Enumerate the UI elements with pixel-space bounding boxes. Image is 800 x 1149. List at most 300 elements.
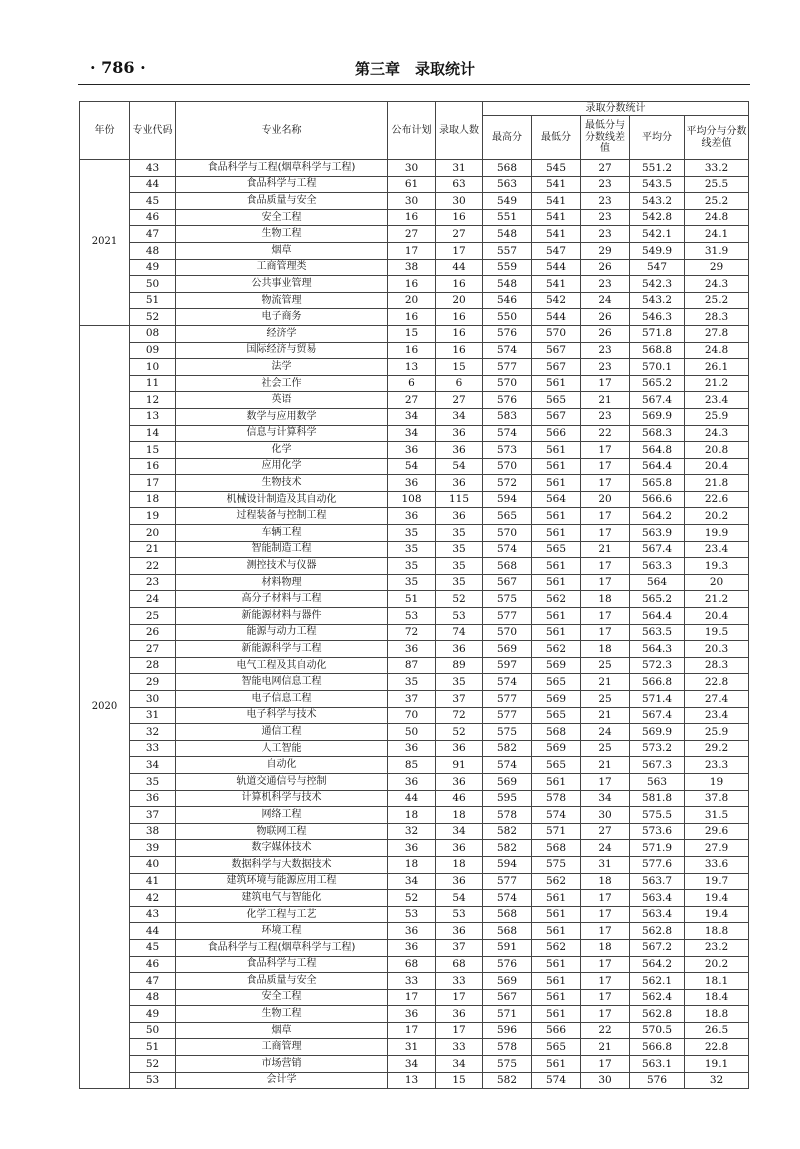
major-name-cell: 建筑环境与能源应用工程 <box>176 873 388 890</box>
max-score-cell: 577 <box>483 691 532 708</box>
table-row <box>80 939 749 956</box>
admitted-cell: 6 <box>436 375 483 392</box>
admitted-cell: 20 <box>436 292 483 309</box>
major-name-cell: 计算机科学与技术 <box>176 790 388 807</box>
code-cell: 45 <box>130 193 176 210</box>
min-score-cell: 541 <box>532 176 581 193</box>
max-score-cell: 597 <box>483 657 532 674</box>
avg-score-cell: 567.2 <box>630 939 685 956</box>
plan-cell: 20 <box>388 292 436 309</box>
plan-cell: 108 <box>388 491 436 508</box>
avg-score-cell: 567.4 <box>630 707 685 724</box>
min-score-cell: 567 <box>532 359 581 376</box>
avg-score-cell: 563.7 <box>630 873 685 890</box>
max-score-cell: 576 <box>483 325 532 342</box>
avg-score-cell: 563.9 <box>630 525 685 542</box>
code-cell: 27 <box>130 641 176 658</box>
min-score-cell: 561 <box>532 973 581 990</box>
min-diff-cell: 17 <box>581 442 630 459</box>
page-header <box>80 58 750 82</box>
min-diff-cell: 17 <box>581 574 630 591</box>
table-row <box>80 508 749 525</box>
min-score-cell: 547 <box>532 242 581 259</box>
min-score-cell: 565 <box>532 707 581 724</box>
plan-cell: 37 <box>388 691 436 708</box>
admitted-cell: 27 <box>436 392 483 409</box>
avg-diff-cell: 22.8 <box>685 1039 749 1056</box>
major-name-cell: 食品科学与工程(烟草科学与工程) <box>176 939 388 956</box>
code-cell: 10 <box>130 359 176 376</box>
min-score-cell: 561 <box>532 906 581 923</box>
avg-diff-cell: 18.4 <box>685 989 749 1006</box>
major-name-cell: 高分子材料与工程 <box>176 591 388 608</box>
plan-cell: 87 <box>388 657 436 674</box>
avg-diff-cell: 19.9 <box>685 525 749 542</box>
min-score-cell: 544 <box>532 309 581 326</box>
admitted-cell: 68 <box>436 956 483 973</box>
admitted-cell: 37 <box>436 939 483 956</box>
plan-cell: 52 <box>388 890 436 907</box>
avg-score-cell: 568.8 <box>630 342 685 359</box>
table-row <box>80 989 749 1006</box>
major-name-cell: 过程装备与控制工程 <box>176 508 388 525</box>
min-score-cell: 561 <box>532 1056 581 1073</box>
code-cell: 39 <box>130 840 176 857</box>
plan-cell: 36 <box>388 475 436 492</box>
header-rule <box>78 84 750 85</box>
table-row <box>80 425 749 442</box>
admitted-cell: 16 <box>436 276 483 293</box>
admitted-cell: 35 <box>436 558 483 575</box>
avg-diff-cell: 29.2 <box>685 740 749 757</box>
avg-score-cell: 563.3 <box>630 558 685 575</box>
code-cell: 43 <box>130 160 176 177</box>
table-row <box>80 641 749 658</box>
avg-diff-cell: 27.9 <box>685 840 749 857</box>
major-name-cell: 工商管理 <box>176 1039 388 1056</box>
major-name-cell: 食品科学与工程 <box>176 956 388 973</box>
avg-score-cell: 567.3 <box>630 757 685 774</box>
code-cell: 09 <box>130 342 176 359</box>
min-diff-cell: 25 <box>581 657 630 674</box>
min-diff-cell: 21 <box>581 674 630 691</box>
code-cell: 49 <box>130 259 176 276</box>
table-row <box>80 342 749 359</box>
min-diff-cell: 17 <box>581 558 630 575</box>
table-row <box>80 276 749 293</box>
avg-diff-cell: 18.8 <box>685 1006 749 1023</box>
min-diff-cell: 17 <box>581 989 630 1006</box>
max-score-cell: 570 <box>483 375 532 392</box>
code-cell: 13 <box>130 408 176 425</box>
plan-cell: 36 <box>388 641 436 658</box>
code-cell: 42 <box>130 890 176 907</box>
code-cell: 21 <box>130 541 176 558</box>
code-cell: 25 <box>130 608 176 625</box>
max-score-cell: 595 <box>483 790 532 807</box>
major-name-cell: 生物工程 <box>176 226 388 243</box>
avg-diff-cell: 25.2 <box>685 292 749 309</box>
table-row <box>80 840 749 857</box>
admitted-cell: 18 <box>436 807 483 824</box>
min-diff-cell: 30 <box>581 807 630 824</box>
min-score-cell: 567 <box>532 408 581 425</box>
code-cell: 48 <box>130 242 176 259</box>
table-row <box>80 458 749 475</box>
max-score-cell: 546 <box>483 292 532 309</box>
avg-diff-cell: 28.3 <box>685 657 749 674</box>
code-cell: 51 <box>130 292 176 309</box>
major-name-cell: 数学与应用数学 <box>176 408 388 425</box>
min-diff-cell: 20 <box>581 491 630 508</box>
code-cell: 34 <box>130 757 176 774</box>
major-name-cell: 食品科学与工程 <box>176 176 388 193</box>
plan-cell: 17 <box>388 989 436 1006</box>
min-diff-cell: 17 <box>581 1056 630 1073</box>
code-cell: 46 <box>130 956 176 973</box>
avg-score-cell: 562.1 <box>630 973 685 990</box>
avg-score-cell: 573.6 <box>630 823 685 840</box>
max-score-cell: 567 <box>483 574 532 591</box>
min-diff-cell: 23 <box>581 193 630 210</box>
max-score-cell: 582 <box>483 740 532 757</box>
max-score-cell: 572 <box>483 475 532 492</box>
major-name-cell: 生物技术 <box>176 475 388 492</box>
major-name-cell: 公共事业管理 <box>176 276 388 293</box>
max-score-cell: 578 <box>483 807 532 824</box>
min-diff-cell: 24 <box>581 840 630 857</box>
min-score-cell: 569 <box>532 691 581 708</box>
min-score-cell: 561 <box>532 890 581 907</box>
min-score-cell: 561 <box>532 375 581 392</box>
avg-diff-cell: 33.2 <box>685 160 749 177</box>
max-score-cell: 574 <box>483 541 532 558</box>
table-row <box>80 1006 749 1023</box>
avg-score-cell: 576 <box>630 1072 685 1089</box>
max-score-cell: 548 <box>483 226 532 243</box>
avg-score-cell: 564.2 <box>630 508 685 525</box>
min-diff-cell: 17 <box>581 973 630 990</box>
avg-diff-cell: 20.2 <box>685 956 749 973</box>
avg-score-cell: 565.2 <box>630 591 685 608</box>
plan-cell: 70 <box>388 707 436 724</box>
max-score-cell: 563 <box>483 176 532 193</box>
max-score-cell: 575 <box>483 1056 532 1073</box>
major-name-cell: 工商管理类 <box>176 259 388 276</box>
min-score-cell: 562 <box>532 641 581 658</box>
min-score-cell: 541 <box>532 276 581 293</box>
avg-diff-cell: 20 <box>685 574 749 591</box>
table-row <box>80 906 749 923</box>
code-cell: 52 <box>130 1056 176 1073</box>
admitted-cell: 37 <box>436 691 483 708</box>
min-score-cell: 571 <box>532 823 581 840</box>
table-row <box>80 608 749 625</box>
header-min-diff: 最低分与分数线差值 <box>581 116 630 160</box>
major-name-cell: 化学 <box>176 442 388 459</box>
major-name-cell: 物流管理 <box>176 292 388 309</box>
min-diff-cell: 21 <box>581 1039 630 1056</box>
admitted-cell: 34 <box>436 1056 483 1073</box>
plan-cell: 35 <box>388 574 436 591</box>
table-row <box>80 292 749 309</box>
admitted-cell: 36 <box>436 641 483 658</box>
min-diff-cell: 24 <box>581 292 630 309</box>
plan-cell: 36 <box>388 1006 436 1023</box>
code-cell: 22 <box>130 558 176 575</box>
min-score-cell: 561 <box>532 956 581 973</box>
code-cell: 52 <box>130 309 176 326</box>
avg-diff-cell: 20.2 <box>685 508 749 525</box>
major-name-cell: 法学 <box>176 359 388 376</box>
avg-score-cell: 564.3 <box>630 641 685 658</box>
avg-diff-cell: 22.8 <box>685 674 749 691</box>
code-cell: 50 <box>130 276 176 293</box>
max-score-cell: 574 <box>483 757 532 774</box>
avg-diff-cell: 31.9 <box>685 242 749 259</box>
min-diff-cell: 17 <box>581 375 630 392</box>
avg-diff-cell: 27.4 <box>685 691 749 708</box>
plan-cell: 31 <box>388 1039 436 1056</box>
major-name-cell: 数据科学与大数据技术 <box>176 856 388 873</box>
min-score-cell: 542 <box>532 292 581 309</box>
plan-cell: 35 <box>388 674 436 691</box>
avg-diff-cell: 25.9 <box>685 724 749 741</box>
major-name-cell: 智能电网信息工程 <box>176 674 388 691</box>
plan-cell: 54 <box>388 458 436 475</box>
admitted-cell: 36 <box>436 425 483 442</box>
min-score-cell: 566 <box>532 425 581 442</box>
avg-diff-cell: 24.1 <box>685 226 749 243</box>
min-diff-cell: 23 <box>581 209 630 226</box>
min-score-cell: 544 <box>532 259 581 276</box>
avg-score-cell: 542.8 <box>630 209 685 226</box>
min-score-cell: 565 <box>532 392 581 409</box>
max-score-cell: 582 <box>483 823 532 840</box>
avg-diff-cell: 22.6 <box>685 491 749 508</box>
min-diff-cell: 26 <box>581 309 630 326</box>
admitted-cell: 36 <box>436 873 483 890</box>
table-row <box>80 176 749 193</box>
major-name-cell: 应用化学 <box>176 458 388 475</box>
min-diff-cell: 22 <box>581 1022 630 1039</box>
avg-diff-cell: 20.8 <box>685 442 749 459</box>
table-row <box>80 359 749 376</box>
max-score-cell: 569 <box>483 773 532 790</box>
table-row <box>80 309 749 326</box>
max-score-cell: 557 <box>483 242 532 259</box>
max-score-cell: 591 <box>483 939 532 956</box>
min-score-cell: 562 <box>532 591 581 608</box>
admitted-cell: 36 <box>436 475 483 492</box>
avg-score-cell: 542.3 <box>630 276 685 293</box>
min-diff-cell: 17 <box>581 923 630 940</box>
min-diff-cell: 18 <box>581 939 630 956</box>
max-score-cell: 571 <box>483 1006 532 1023</box>
max-score-cell: 568 <box>483 160 532 177</box>
avg-diff-cell: 27.8 <box>685 325 749 342</box>
avg-score-cell: 572.3 <box>630 657 685 674</box>
admitted-cell: 33 <box>436 1039 483 1056</box>
header-avg: 平均分 <box>630 116 685 160</box>
min-diff-cell: 17 <box>581 475 630 492</box>
admitted-cell: 17 <box>436 989 483 1006</box>
avg-score-cell: 571.9 <box>630 840 685 857</box>
avg-diff-cell: 26.1 <box>685 359 749 376</box>
max-score-cell: 567 <box>483 989 532 1006</box>
major-name-cell: 电气工程及其自动化 <box>176 657 388 674</box>
table-row <box>80 226 749 243</box>
table-row <box>80 890 749 907</box>
admitted-cell: 54 <box>436 890 483 907</box>
code-cell: 24 <box>130 591 176 608</box>
min-score-cell: 561 <box>532 475 581 492</box>
avg-diff-cell: 24.3 <box>685 425 749 442</box>
min-diff-cell: 17 <box>581 458 630 475</box>
admitted-cell: 35 <box>436 525 483 542</box>
code-cell: 48 <box>130 989 176 1006</box>
avg-diff-cell: 25.2 <box>685 193 749 210</box>
avg-diff-cell: 23.4 <box>685 541 749 558</box>
plan-cell: 35 <box>388 558 436 575</box>
table-row <box>80 558 749 575</box>
code-cell: 49 <box>130 1006 176 1023</box>
table-row <box>80 1022 749 1039</box>
min-diff-cell: 17 <box>581 890 630 907</box>
code-cell: 20 <box>130 525 176 542</box>
min-diff-cell: 27 <box>581 823 630 840</box>
avg-diff-cell: 18.8 <box>685 923 749 940</box>
admitted-cell: 16 <box>436 309 483 326</box>
avg-score-cell: 575.5 <box>630 807 685 824</box>
avg-diff-cell: 19 <box>685 773 749 790</box>
min-score-cell: 541 <box>532 209 581 226</box>
code-cell: 08 <box>130 325 176 342</box>
plan-cell: 17 <box>388 242 436 259</box>
min-score-cell: 562 <box>532 939 581 956</box>
avg-score-cell: 563.1 <box>630 1056 685 1073</box>
min-score-cell: 570 <box>532 325 581 342</box>
avg-diff-cell: 19.4 <box>685 890 749 907</box>
max-score-cell: 573 <box>483 442 532 459</box>
admitted-cell: 16 <box>436 325 483 342</box>
major-name-cell: 电子信息工程 <box>176 691 388 708</box>
avg-score-cell: 565.8 <box>630 475 685 492</box>
admitted-cell: 33 <box>436 973 483 990</box>
major-name-cell: 物联网工程 <box>176 823 388 840</box>
avg-score-cell: 543.5 <box>630 176 685 193</box>
max-score-cell: 570 <box>483 624 532 641</box>
major-name-cell: 机械设计制造及其自动化 <box>176 491 388 508</box>
min-score-cell: 561 <box>532 442 581 459</box>
plan-cell: 17 <box>388 1022 436 1039</box>
min-score-cell: 562 <box>532 873 581 890</box>
major-name-cell: 烟草 <box>176 1022 388 1039</box>
table-row <box>80 624 749 641</box>
max-score-cell: 550 <box>483 309 532 326</box>
min-diff-cell: 17 <box>581 906 630 923</box>
header-avg-diff: 平均分与分数线差值 <box>685 116 749 160</box>
year-cell: 2021 <box>80 160 130 326</box>
max-score-cell: 596 <box>483 1022 532 1039</box>
major-name-cell: 食品质量与安全 <box>176 973 388 990</box>
avg-diff-cell: 28.3 <box>685 309 749 326</box>
table-row <box>80 657 749 674</box>
min-diff-cell: 17 <box>581 624 630 641</box>
code-cell: 47 <box>130 226 176 243</box>
min-score-cell: 561 <box>532 923 581 940</box>
code-cell: 40 <box>130 856 176 873</box>
plan-cell: 18 <box>388 856 436 873</box>
code-cell: 38 <box>130 823 176 840</box>
admitted-cell: 72 <box>436 707 483 724</box>
avg-score-cell: 564.4 <box>630 458 685 475</box>
plan-cell: 72 <box>388 624 436 641</box>
major-name-cell: 安全工程 <box>176 989 388 1006</box>
min-diff-cell: 21 <box>581 707 630 724</box>
table-row <box>80 807 749 824</box>
plan-cell: 36 <box>388 939 436 956</box>
min-score-cell: 569 <box>532 657 581 674</box>
table-row <box>80 491 749 508</box>
plan-cell: 53 <box>388 608 436 625</box>
table-row <box>80 325 749 342</box>
major-name-cell: 生物工程 <box>176 1006 388 1023</box>
major-name-cell: 化学工程与工艺 <box>176 906 388 923</box>
avg-diff-cell: 21.2 <box>685 591 749 608</box>
code-cell: 23 <box>130 574 176 591</box>
avg-score-cell: 549.9 <box>630 242 685 259</box>
max-score-cell: 577 <box>483 608 532 625</box>
plan-cell: 36 <box>388 740 436 757</box>
header-admitted: 录取人数 <box>436 102 483 160</box>
min-diff-cell: 18 <box>581 641 630 658</box>
plan-cell: 36 <box>388 508 436 525</box>
major-name-cell: 数字媒体技术 <box>176 840 388 857</box>
plan-cell: 27 <box>388 392 436 409</box>
plan-cell: 16 <box>388 276 436 293</box>
header-min: 最低分 <box>532 116 581 160</box>
max-score-cell: 577 <box>483 359 532 376</box>
plan-cell: 34 <box>388 408 436 425</box>
avg-score-cell: 563.4 <box>630 906 685 923</box>
avg-score-cell: 565.2 <box>630 375 685 392</box>
admitted-cell: 15 <box>436 359 483 376</box>
header-code: 专业代码 <box>130 102 176 160</box>
admitted-cell: 34 <box>436 823 483 840</box>
min-diff-cell: 27 <box>581 160 630 177</box>
admitted-cell: 17 <box>436 242 483 259</box>
table-row <box>80 1039 749 1056</box>
max-score-cell: 570 <box>483 525 532 542</box>
plan-cell: 34 <box>388 1056 436 1073</box>
page-number: · 786 · <box>90 58 146 77</box>
max-score-cell: 570 <box>483 458 532 475</box>
min-diff-cell: 25 <box>581 740 630 757</box>
min-diff-cell: 23 <box>581 342 630 359</box>
admitted-cell: 31 <box>436 160 483 177</box>
avg-score-cell: 562.8 <box>630 923 685 940</box>
max-score-cell: 594 <box>483 856 532 873</box>
avg-score-cell: 542.1 <box>630 226 685 243</box>
min-diff-cell: 18 <box>581 873 630 890</box>
table-row <box>80 375 749 392</box>
code-cell: 41 <box>130 873 176 890</box>
admitted-cell: 18 <box>436 856 483 873</box>
major-name-cell: 新能源科学与工程 <box>176 641 388 658</box>
max-score-cell: 548 <box>483 276 532 293</box>
avg-score-cell: 581.8 <box>630 790 685 807</box>
